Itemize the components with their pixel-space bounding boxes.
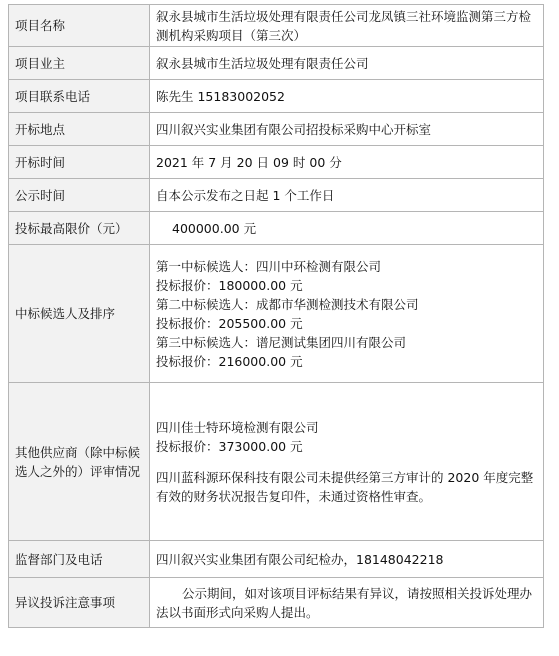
objection-text: 公示期间，如对该项目评标结果有异议，请按照相关投诉处理办法以书面形式向采购人提出。: [156, 585, 533, 620]
label-supervisor: 监督部门及电话: [9, 541, 150, 578]
label-contact: 项目联系电话: [9, 80, 150, 113]
row-others: [9, 383, 544, 541]
value-publicity: 自本公示发布之日起 1 个工作日: [150, 179, 544, 212]
other-supplier-review: 四川蓝科源环保科技有限公司未提供经第三方审计的 2020 年度完整有效的财务状况报告复印件，未通过资格性审查。: [156, 469, 534, 504]
row-supervisor: [9, 541, 544, 578]
label-time: 开标时间: [9, 146, 150, 179]
other-supplier-price: 投标报价：373000.00 元: [156, 438, 303, 454]
label-project-name: 项目名称: [9, 5, 150, 47]
value-objection: [150, 578, 544, 628]
label-objection: 异议投诉注意事项: [9, 578, 150, 628]
candidate-3-name: 第三中标候选人：谱尼测试集团四川有限公司: [156, 334, 407, 350]
row-time: [9, 146, 544, 179]
spacer: [156, 456, 537, 468]
row-publicity: [9, 179, 544, 212]
label-location: 开标地点: [9, 113, 150, 146]
row-contact: [9, 80, 544, 113]
value-time: 2021 年 7 月 20 日 09 时 00 分: [150, 146, 544, 179]
row-objection: [9, 578, 544, 628]
label-others: 其他供应商（除中标候选人之外的）评审情况: [9, 383, 150, 541]
candidate-1-name: 第一中标候选人：四川中环检测有限公司: [156, 258, 382, 274]
value-others: [150, 383, 544, 541]
label-owner: 项目业主: [9, 47, 150, 80]
candidate-2-name: 第二中标候选人：成都市华测检测技术有限公司: [156, 296, 419, 312]
row-owner: [9, 47, 544, 80]
value-supervisor: 四川叙兴实业集团有限公司纪检办，18148042218: [150, 541, 544, 578]
label-max-price: 投标最高限价（元）: [9, 212, 150, 245]
row-project-name: [9, 5, 544, 47]
other-supplier-name: 四川佳士特环境检测有限公司: [156, 419, 319, 435]
row-candidates: [9, 245, 544, 383]
value-owner: 叙永县城市生活垃圾处理有限责任公司: [150, 47, 544, 80]
bid-result-table: [8, 4, 544, 628]
value-contact: 陈先生 15183002052: [150, 80, 544, 113]
row-max-price: [9, 212, 544, 245]
value-project-name: 叙永县城市生活垃圾处理有限责任公司龙凤镇三社环境监测第三方检测机构采购项目（第三次）: [150, 5, 544, 47]
value-candidates: [150, 245, 544, 383]
candidate-3-price: 投标报价：216000.00 元: [156, 353, 303, 369]
row-location: [9, 113, 544, 146]
label-candidates: 中标候选人及排序: [9, 245, 150, 383]
value-max-price: 400000.00 元: [150, 212, 544, 245]
candidate-1-price: 投标报价：180000.00 元: [156, 277, 303, 293]
candidate-2-price: 投标报价：205500.00 元: [156, 315, 303, 331]
label-publicity: 公示时间: [9, 179, 150, 212]
value-location: 四川叙兴实业集团有限公司招投标采购中心开标室: [150, 113, 544, 146]
